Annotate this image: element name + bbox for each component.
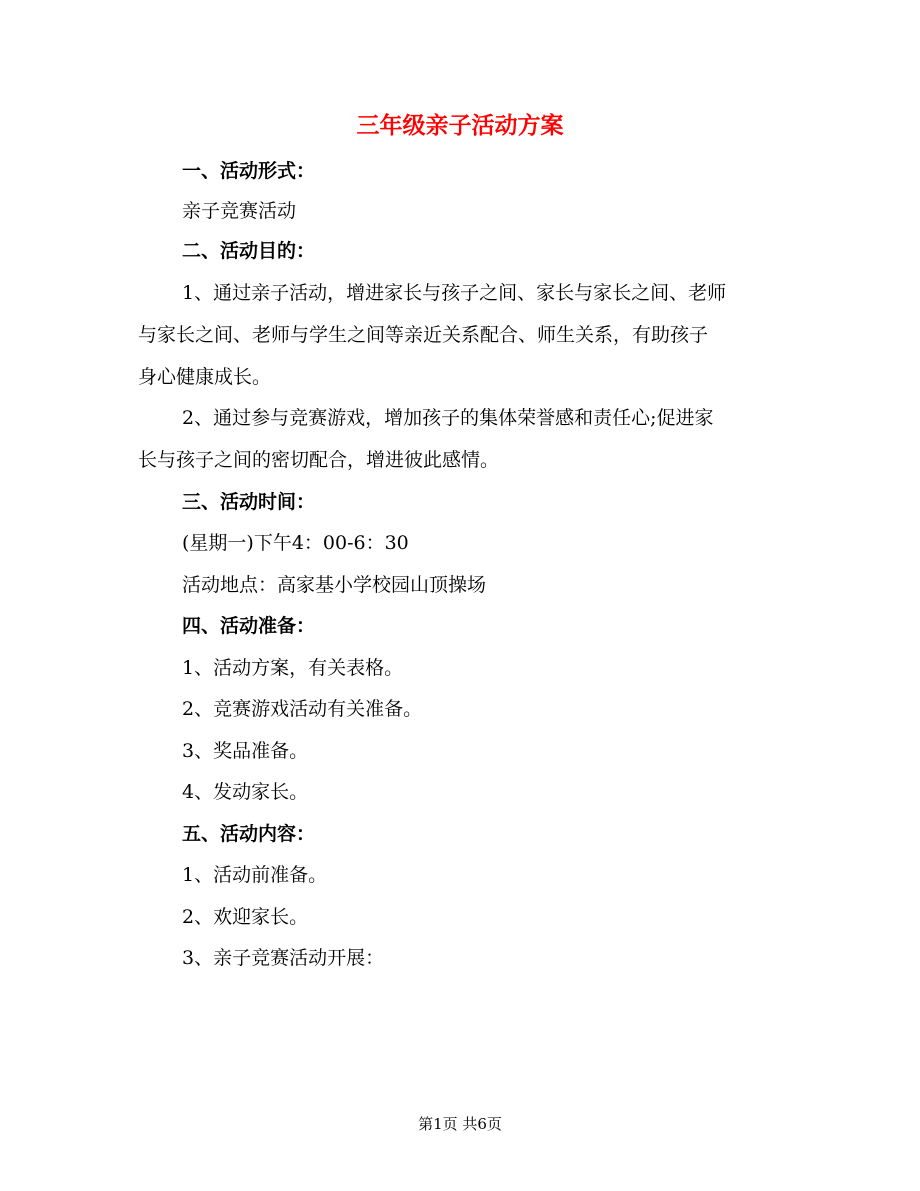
content-item: 1、活动前准备。 [182,864,328,886]
section-heading-form: 一、活动形式： [182,160,316,182]
place-text: 活动地点：高家基小学校园山顶操场 [182,574,487,596]
prep-item: 3、奖品准备。 [182,740,309,762]
prep-item: 1、活动方案，有关表格。 [182,657,404,679]
section-heading-prep: 四、活动准备： [182,615,316,637]
section-heading-purpose: 二、活动目的： [182,240,316,262]
content-item: 3、亲子竞赛活动开展： [182,947,385,969]
page-indicator: 第1页 共6页 [418,1115,502,1133]
document-title: 三年级亲子活动方案 [356,112,564,139]
section-heading-content: 五、活动内容： [182,823,316,845]
form-text: 亲子竞赛活动 [182,200,297,222]
purpose-item-1-line-2: 与家长之间、老师与学生之间等亲近关系配合、师生关系，有助孩子 [138,324,709,346]
purpose-item-1-line-1: 1、通过亲子活动，增进家长与孩子之间、家长与家长之间、老师 [182,282,727,304]
prep-item: 2、竞赛游戏活动有关准备。 [182,698,423,720]
content-item: 2、欢迎家长。 [182,906,309,928]
prep-item: 4、发动家长。 [182,781,309,803]
section-heading-time: 三、活动时间： [182,491,316,513]
time-text: (星期一)下午4：00-6：30 [182,532,409,554]
purpose-item-2-line-2: 长与孩子之间的密切配合，增进彼此感情。 [138,449,500,471]
purpose-item-2-line-1: 2、通过参与竞赛游戏，增加孩子的集体荣誉感和责任心;促进家 [182,407,714,429]
purpose-item-1-line-3: 身心健康成长。 [138,366,272,388]
